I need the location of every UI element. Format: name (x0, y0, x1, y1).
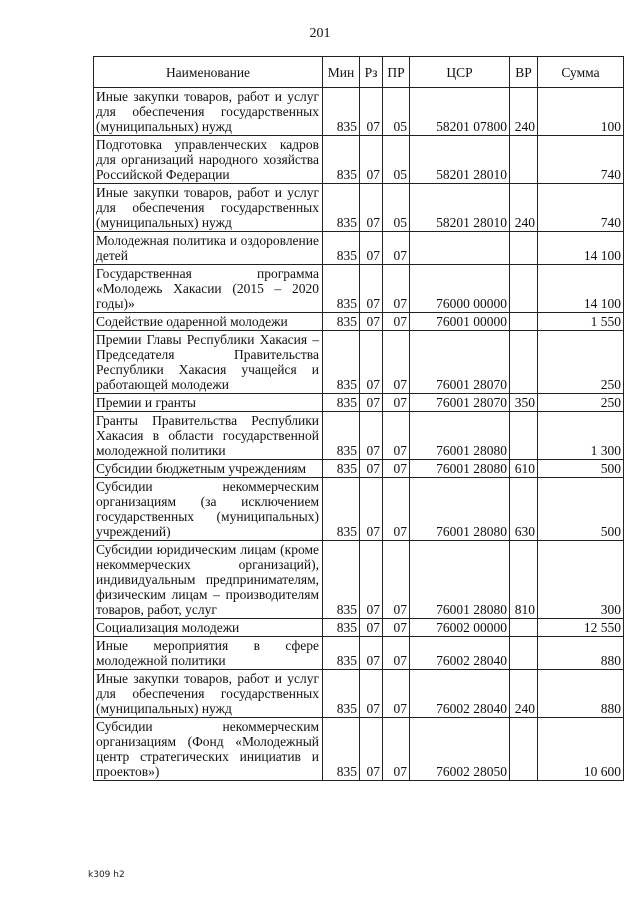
row-min-cell: 835 (323, 136, 360, 184)
table-row (94, 313, 624, 331)
row-csr-cell: 76001 28080 (410, 541, 510, 619)
row-csr-cell: 58201 07800 (410, 88, 510, 136)
row-csr-cell: 76002 00000 (410, 619, 510, 637)
row-csr-cell: 76001 28070 (410, 394, 510, 412)
table-row (94, 718, 624, 781)
row-sum-cell: 250 (538, 331, 624, 394)
row-rz-cell: 07 (360, 718, 383, 781)
row-vr-cell: 350 (510, 394, 538, 412)
table-row (94, 136, 624, 184)
table-row (94, 184, 624, 232)
row-vr-cell: 240 (510, 88, 538, 136)
table-row (94, 541, 624, 619)
row-csr-cell: 76000 00000 (410, 265, 510, 313)
row-rz-cell: 07 (360, 619, 383, 637)
table-row (94, 637, 624, 670)
row-vr-cell: 240 (510, 184, 538, 232)
table-row (94, 670, 624, 718)
table-row (94, 478, 624, 541)
row-sum-cell: 10 600 (538, 718, 624, 781)
row-pr-cell: 07 (383, 619, 410, 637)
row-name-cell: Государственная программа «Молодежь Хакасии (2015 – 2020 годы)» (94, 265, 323, 313)
row-pr-cell: 05 (383, 136, 410, 184)
row-min-cell: 835 (323, 718, 360, 781)
header-min: Мин (323, 57, 360, 88)
row-rz-cell: 07 (360, 265, 383, 313)
row-csr-cell: 76002 28050 (410, 718, 510, 781)
row-sum-cell: 1 300 (538, 412, 624, 460)
budget-table (93, 56, 624, 781)
row-min-cell: 835 (323, 394, 360, 412)
table-row (94, 265, 624, 313)
row-pr-cell: 07 (383, 460, 410, 478)
header-name: Наименование (94, 57, 323, 88)
row-rz-cell: 07 (360, 88, 383, 136)
row-rz-cell: 07 (360, 478, 383, 541)
row-min-cell: 835 (323, 88, 360, 136)
table-row (94, 412, 624, 460)
header-vr: ВР (510, 57, 538, 88)
row-min-cell: 835 (323, 232, 360, 265)
row-name-cell: Субсидии бюджетным учреждениям (94, 460, 323, 478)
row-vr-cell: 810 (510, 541, 538, 619)
header-pr: ПР (383, 57, 410, 88)
row-rz-cell: 07 (360, 637, 383, 670)
row-pr-cell: 07 (383, 478, 410, 541)
row-rz-cell: 07 (360, 670, 383, 718)
row-csr-cell: 76001 28080 (410, 460, 510, 478)
row-rz-cell: 07 (360, 394, 383, 412)
row-min-cell: 835 (323, 313, 360, 331)
row-vr-cell (510, 232, 538, 265)
row-pr-cell: 07 (383, 541, 410, 619)
row-pr-cell: 07 (383, 313, 410, 331)
table-row (94, 460, 624, 478)
row-name-cell: Социализация молодежи (94, 619, 323, 637)
row-sum-cell: 12 550 (538, 619, 624, 637)
row-pr-cell: 07 (383, 637, 410, 670)
row-vr-cell (510, 313, 538, 331)
row-csr-cell: 76001 28070 (410, 331, 510, 394)
row-min-cell: 835 (323, 619, 360, 637)
row-sum-cell: 500 (538, 478, 624, 541)
row-name-cell: Иные закупки товаров, работ и услуг для обеспечения государственных (муниципальных) нужд (94, 670, 323, 718)
row-pr-cell: 07 (383, 265, 410, 313)
row-vr-cell (510, 265, 538, 313)
row-sum-cell: 740 (538, 184, 624, 232)
row-pr-cell: 05 (383, 88, 410, 136)
header-rz: Рз (360, 57, 383, 88)
row-min-cell: 835 (323, 412, 360, 460)
row-sum-cell: 740 (538, 136, 624, 184)
row-csr-cell (410, 232, 510, 265)
row-rz-cell: 07 (360, 331, 383, 394)
row-csr-cell: 58201 28010 (410, 184, 510, 232)
row-min-cell: 835 (323, 460, 360, 478)
row-csr-cell: 76002 28040 (410, 670, 510, 718)
row-rz-cell: 07 (360, 460, 383, 478)
row-pr-cell: 07 (383, 232, 410, 265)
table-row (94, 331, 624, 394)
table-row (94, 232, 624, 265)
row-vr-cell: 610 (510, 460, 538, 478)
header-row (94, 57, 624, 88)
row-rz-cell: 07 (360, 541, 383, 619)
row-sum-cell: 100 (538, 88, 624, 136)
row-name-cell: Субсидии юридическим лицам (кроме некоммерческих организаций), индивидуальным предпринимателям, физическим лицам – производителям товаров, работ, услуг (94, 541, 323, 619)
row-csr-cell: 58201 28010 (410, 136, 510, 184)
row-sum-cell: 1 550 (538, 313, 624, 331)
row-csr-cell: 76002 28040 (410, 637, 510, 670)
row-min-cell: 835 (323, 637, 360, 670)
row-name-cell: Гранты Правительства Республики Хакасия в области государственной молодежной политики (94, 412, 323, 460)
row-csr-cell: 76001 28080 (410, 412, 510, 460)
row-name-cell: Содействие одаренной молодежи (94, 313, 323, 331)
table-body (94, 88, 624, 781)
row-sum-cell: 300 (538, 541, 624, 619)
row-sum-cell: 250 (538, 394, 624, 412)
row-name-cell: Субсидии некоммерческим организациям (за исключением государственных (муниципальных) учреждений) (94, 478, 323, 541)
row-name-cell: Иные мероприятия в сфере молодежной политики (94, 637, 323, 670)
row-vr-cell (510, 331, 538, 394)
row-name-cell: Премии Главы Республики Хакасия – Председателя Правительства Республики Хакасия учащейся и работающей молодежи (94, 331, 323, 394)
row-sum-cell: 880 (538, 637, 624, 670)
row-pr-cell: 07 (383, 394, 410, 412)
row-vr-cell (510, 718, 538, 781)
table-row (94, 619, 624, 637)
row-pr-cell: 07 (383, 331, 410, 394)
header-sum: Сумма (538, 57, 624, 88)
row-sum-cell: 880 (538, 670, 624, 718)
row-vr-cell (510, 637, 538, 670)
row-pr-cell: 07 (383, 718, 410, 781)
row-sum-cell: 14 100 (538, 265, 624, 313)
row-min-cell: 835 (323, 265, 360, 313)
row-pr-cell: 05 (383, 184, 410, 232)
table-row (94, 88, 624, 136)
row-sum-cell: 14 100 (538, 232, 624, 265)
row-name-cell: Иные закупки товаров, работ и услуг для обеспечения государственных (муниципальных) нужд (94, 184, 323, 232)
row-name-cell: Иные закупки товаров, работ и услуг для обеспечения государственных (муниципальных) нужд (94, 88, 323, 136)
row-sum-cell: 500 (538, 460, 624, 478)
row-min-cell: 835 (323, 670, 360, 718)
row-vr-cell (510, 136, 538, 184)
row-min-cell: 835 (323, 541, 360, 619)
row-rz-cell: 07 (360, 184, 383, 232)
page-number: 201 (309, 26, 331, 41)
row-name-cell: Подготовка управленческих кадров для организаций народного хозяйства Российской Федерации (94, 136, 323, 184)
row-rz-cell: 07 (360, 412, 383, 460)
row-pr-cell: 07 (383, 670, 410, 718)
row-csr-cell: 76001 28080 (410, 478, 510, 541)
row-name-cell: Субсидии некоммерческим организациям (Фонд «Молодежный центр стратегических инициатив и проектов») (94, 718, 323, 781)
row-min-cell: 835 (323, 331, 360, 394)
row-min-cell: 835 (323, 478, 360, 541)
row-rz-cell: 07 (360, 136, 383, 184)
row-rz-cell: 07 (360, 232, 383, 265)
row-name-cell: Молодежная политика и оздоровление детей (94, 232, 323, 265)
row-csr-cell: 76001 00000 (410, 313, 510, 331)
row-vr-cell (510, 619, 538, 637)
row-pr-cell: 07 (383, 412, 410, 460)
row-rz-cell: 07 (360, 313, 383, 331)
row-vr-cell: 240 (510, 670, 538, 718)
row-vr-cell (510, 412, 538, 460)
row-name-cell: Премии и гранты (94, 394, 323, 412)
footer-code: k309 h2 (88, 870, 125, 880)
row-min-cell: 835 (323, 184, 360, 232)
table-row (94, 394, 624, 412)
row-vr-cell: 630 (510, 478, 538, 541)
header-csr: ЦСР (410, 57, 510, 88)
